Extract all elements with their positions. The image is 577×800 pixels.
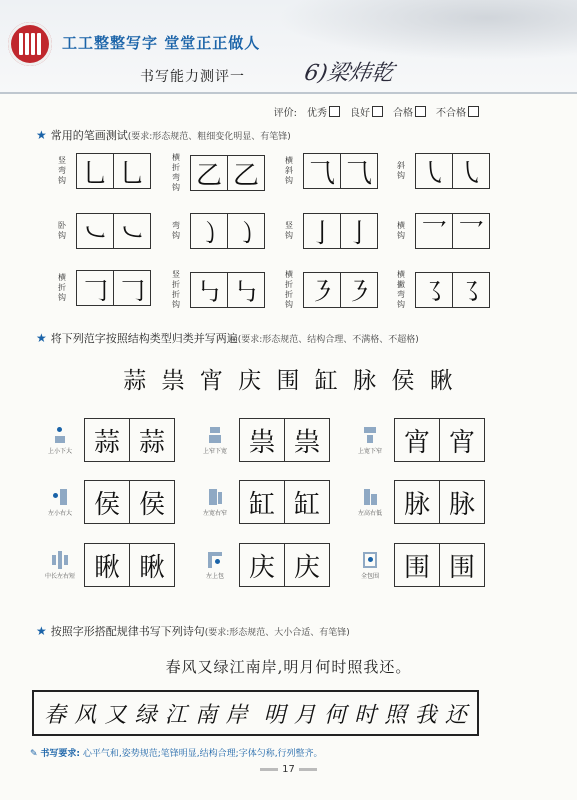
practice-cell[interactable]: 乛: [420, 218, 447, 249]
handwritten-char: 月: [293, 702, 316, 728]
practice-cells: [415, 153, 490, 189]
practice-cells: [239, 543, 330, 587]
practice-cells: [190, 213, 265, 249]
practice-cell[interactable]: ⺄: [308, 158, 335, 189]
stroke-item: [283, 153, 378, 189]
structure-caption: 上小下大: [47, 447, 72, 455]
poem-line: 春风又绿江南岸,明月何时照我还。: [165, 658, 412, 676]
structure-item: [350, 480, 485, 524]
practice-cells: [84, 543, 175, 587]
handwritten-char: 何: [323, 702, 346, 728]
structure-diagram-icon: [52, 426, 68, 444]
stroke-item: [283, 213, 378, 249]
evaluation-label: 评价:: [273, 108, 297, 119]
practice-cell[interactable]: ㇉: [195, 277, 222, 308]
practice-cell[interactable]: 围: [439, 544, 484, 586]
practice-cells: [190, 155, 265, 191]
sample-characters: 蒜 祟 宵 庆 围 缸 脉 侯 瞅: [123, 368, 457, 394]
eval-option-good[interactable]: 良好: [350, 104, 383, 119]
practice-cell[interactable]: 侯: [129, 481, 174, 523]
practice-cell[interactable]: 乙: [227, 156, 264, 190]
section2-heading: ★ 将下列范字按照结构类型归类并写两遍(要求:形态规范、结构合理、不满格、不超格): [36, 331, 419, 345]
practice-cell[interactable]: 蒜: [129, 419, 174, 461]
handwritten-char: 明: [263, 702, 286, 728]
stroke-label: 横折钩: [58, 273, 66, 302]
practice-cell[interactable]: ㇉: [227, 273, 264, 307]
structure-type: [40, 551, 80, 580]
star-icon: ★: [36, 624, 47, 638]
practice-cell[interactable]: 围: [403, 552, 430, 583]
practice-cell[interactable]: 侯: [93, 489, 120, 520]
stroke-item: [56, 270, 151, 306]
structure-item: [40, 418, 175, 462]
structure-item: [40, 480, 175, 524]
handwritten-char: 岸: [225, 702, 248, 728]
handwritten-char: 时: [354, 702, 377, 728]
stroke-item: [170, 153, 265, 193]
structure-type: [195, 426, 235, 455]
checkbox[interactable]: [415, 106, 426, 117]
practice-cell[interactable]: 乚: [81, 158, 108, 189]
structure-diagram-icon: [207, 488, 223, 506]
practice-cells: [190, 272, 265, 308]
checkbox[interactable]: [372, 106, 383, 117]
practice-cell[interactable]: ㇌: [420, 277, 447, 308]
stroke-label: 横折折钩: [285, 270, 293, 309]
structure-caption: 左宽右窄: [202, 509, 227, 517]
practice-cells: [76, 213, 151, 249]
structure-diagram-icon: [362, 488, 378, 506]
structure-caption: 左小右大: [47, 509, 72, 517]
slogan: 工工整整写字 堂堂正正做人: [62, 34, 261, 52]
stroke-item: [283, 270, 378, 310]
structure-caption: 上宽下窄: [357, 447, 382, 455]
practice-cells: [394, 418, 485, 462]
structure-caption: 中长左右短: [44, 572, 75, 580]
practice-cell[interactable]: 乙: [195, 160, 222, 191]
section1-heading: ★ 常用的笔画测试(要求:形态规范、粗细变化明显、有笔锋): [36, 128, 291, 142]
practice-cell[interactable]: ㇃: [81, 218, 108, 249]
handwritten-char: 风: [74, 702, 97, 728]
handwritten-char: 又: [104, 702, 127, 728]
practice-cell[interactable]: ㇋: [340, 273, 377, 307]
structure-type: [350, 488, 390, 517]
eval-option-pass[interactable]: 合格: [393, 104, 426, 119]
structure-diagram-icon: [52, 551, 68, 569]
star-icon: ★: [36, 128, 47, 142]
stroke-item: [56, 213, 151, 249]
publisher-logo: [8, 22, 52, 66]
handwritten-char: 南: [195, 702, 218, 728]
handwritten-char: 照: [384, 702, 407, 728]
handwritten-char: 还: [444, 702, 467, 728]
stroke-label: 竖弯钩: [58, 156, 66, 185]
structure-item: [350, 543, 485, 587]
practice-cell[interactable]: 瞅: [129, 544, 174, 586]
practice-cell[interactable]: 缸: [284, 481, 329, 523]
writing-requirements: ✎ 书写要求: 心平气和,姿势规范;笔锋明显,结构合理;字体匀称,行列整齐。: [30, 749, 323, 759]
structure-type: [40, 426, 80, 455]
practice-cell[interactable]: ㇃: [113, 214, 150, 248]
evaluation-row: [274, 104, 479, 119]
handwritten-char: 绿: [134, 702, 157, 728]
stroke-item: [395, 270, 490, 310]
header-divider: [0, 92, 577, 94]
practice-cell[interactable]: 蒜: [93, 427, 120, 458]
structure-item: [195, 543, 330, 587]
practice-cell[interactable]: 宵: [403, 427, 430, 458]
stroke-item: [395, 153, 490, 189]
structure-caption: 全包围: [360, 572, 379, 580]
structure-caption: 上窄下宽: [202, 447, 227, 455]
stroke-label: 竖折折钩: [172, 270, 180, 309]
practice-cell[interactable]: ㇁: [195, 218, 222, 249]
structure-type: [40, 488, 80, 517]
structure-item: [195, 480, 330, 524]
practice-cell[interactable]: 缸: [248, 489, 275, 520]
stroke-label: 斜钩: [397, 161, 405, 180]
section3-heading: ★ 按照字形搭配规律书写下列诗句(要求:形态规范、大小合适、有笔锋): [36, 624, 350, 638]
practice-cells: [239, 480, 330, 524]
practice-cell[interactable]: ㇋: [308, 277, 335, 308]
structure-type: [350, 551, 390, 580]
structure-diagram-icon: [362, 551, 378, 569]
practice-cells: [303, 272, 378, 308]
practice-cell[interactable]: 庆: [284, 544, 329, 586]
test-title: 书写能力测评一: [140, 69, 245, 85]
handwritten-char: 我: [414, 702, 437, 728]
pen-icon: ✎: [30, 749, 38, 759]
structure-item: [40, 543, 175, 587]
stroke-item: [170, 213, 265, 249]
structure-type: [195, 551, 235, 580]
stroke-label: 竖钩: [285, 221, 293, 240]
structure-caption: 左高右低: [357, 509, 382, 517]
header-mist: [277, 0, 577, 60]
stroke-item: [56, 153, 151, 189]
practice-cell[interactable]: 庆: [248, 552, 275, 583]
practice-cells: [239, 418, 330, 462]
structure-type: [350, 426, 390, 455]
stroke-item: [395, 213, 490, 249]
practice-cell[interactable]: 宵: [439, 419, 484, 461]
structure-item: [350, 418, 485, 462]
practice-cell[interactable]: 𠃌: [81, 275, 108, 306]
handwritten-poem-box: [32, 690, 479, 736]
practice-cell[interactable]: ㇂: [420, 158, 447, 189]
practice-cells: [415, 272, 490, 308]
practice-cell[interactable]: ㇌: [452, 273, 489, 307]
practice-cells: [76, 153, 151, 189]
eval-option-fail[interactable]: 不合格: [436, 104, 479, 119]
practice-cell[interactable]: 𠃌: [113, 271, 150, 305]
structure-caption: 左上包: [205, 572, 224, 580]
practice-cells: [84, 480, 175, 524]
checkbox[interactable]: [329, 106, 340, 117]
practice-cell[interactable]: 亅: [340, 214, 377, 248]
practice-cell[interactable]: 乚: [113, 154, 150, 188]
practice-cell[interactable]: 乛: [452, 214, 489, 248]
practice-cell[interactable]: ⺄: [340, 154, 377, 188]
practice-cell[interactable]: 亅: [308, 218, 335, 249]
practice-cell[interactable]: ㇁: [227, 214, 264, 248]
practice-cells: [415, 213, 490, 249]
stroke-item: [170, 270, 265, 310]
handwritten-name: 6)梁炜乾: [302, 61, 396, 86]
stroke-label: 弯钩: [172, 221, 180, 240]
practice-cells: [76, 270, 151, 306]
structure-diagram-icon: [207, 551, 223, 569]
practice-cells: [394, 480, 485, 524]
eval-option-excellent[interactable]: 优秀: [307, 104, 340, 119]
handwritten-char: 江: [164, 702, 187, 728]
practice-cell[interactable]: 祟: [248, 427, 275, 458]
page-number: 17: [0, 764, 577, 775]
stroke-label: 卧钩: [58, 221, 66, 240]
practice-cells: [394, 543, 485, 587]
structure-diagram-icon: [207, 426, 223, 444]
practice-cell[interactable]: 祟: [284, 419, 329, 461]
practice-cells: [303, 213, 378, 249]
stroke-label: 横斜钩: [285, 156, 293, 185]
stroke-label: 横撇弯钩: [397, 270, 405, 309]
stroke-label: 横折弯钩: [172, 153, 180, 192]
practice-cells: [303, 153, 378, 189]
practice-cell[interactable]: ㇂: [452, 154, 489, 188]
practice-cell[interactable]: 脉: [403, 489, 430, 520]
practice-cell[interactable]: 脉: [439, 481, 484, 523]
structure-type: [195, 488, 235, 517]
structure-item: [195, 418, 330, 462]
practice-cells: [84, 418, 175, 462]
practice-cell[interactable]: 瞅: [93, 552, 120, 583]
checkbox[interactable]: [468, 106, 479, 117]
stroke-label: 横钩: [397, 221, 405, 240]
star-icon: ★: [36, 331, 47, 345]
structure-diagram-icon: [362, 426, 378, 444]
structure-diagram-icon: [52, 488, 68, 506]
handwritten-char: 春: [44, 702, 67, 728]
